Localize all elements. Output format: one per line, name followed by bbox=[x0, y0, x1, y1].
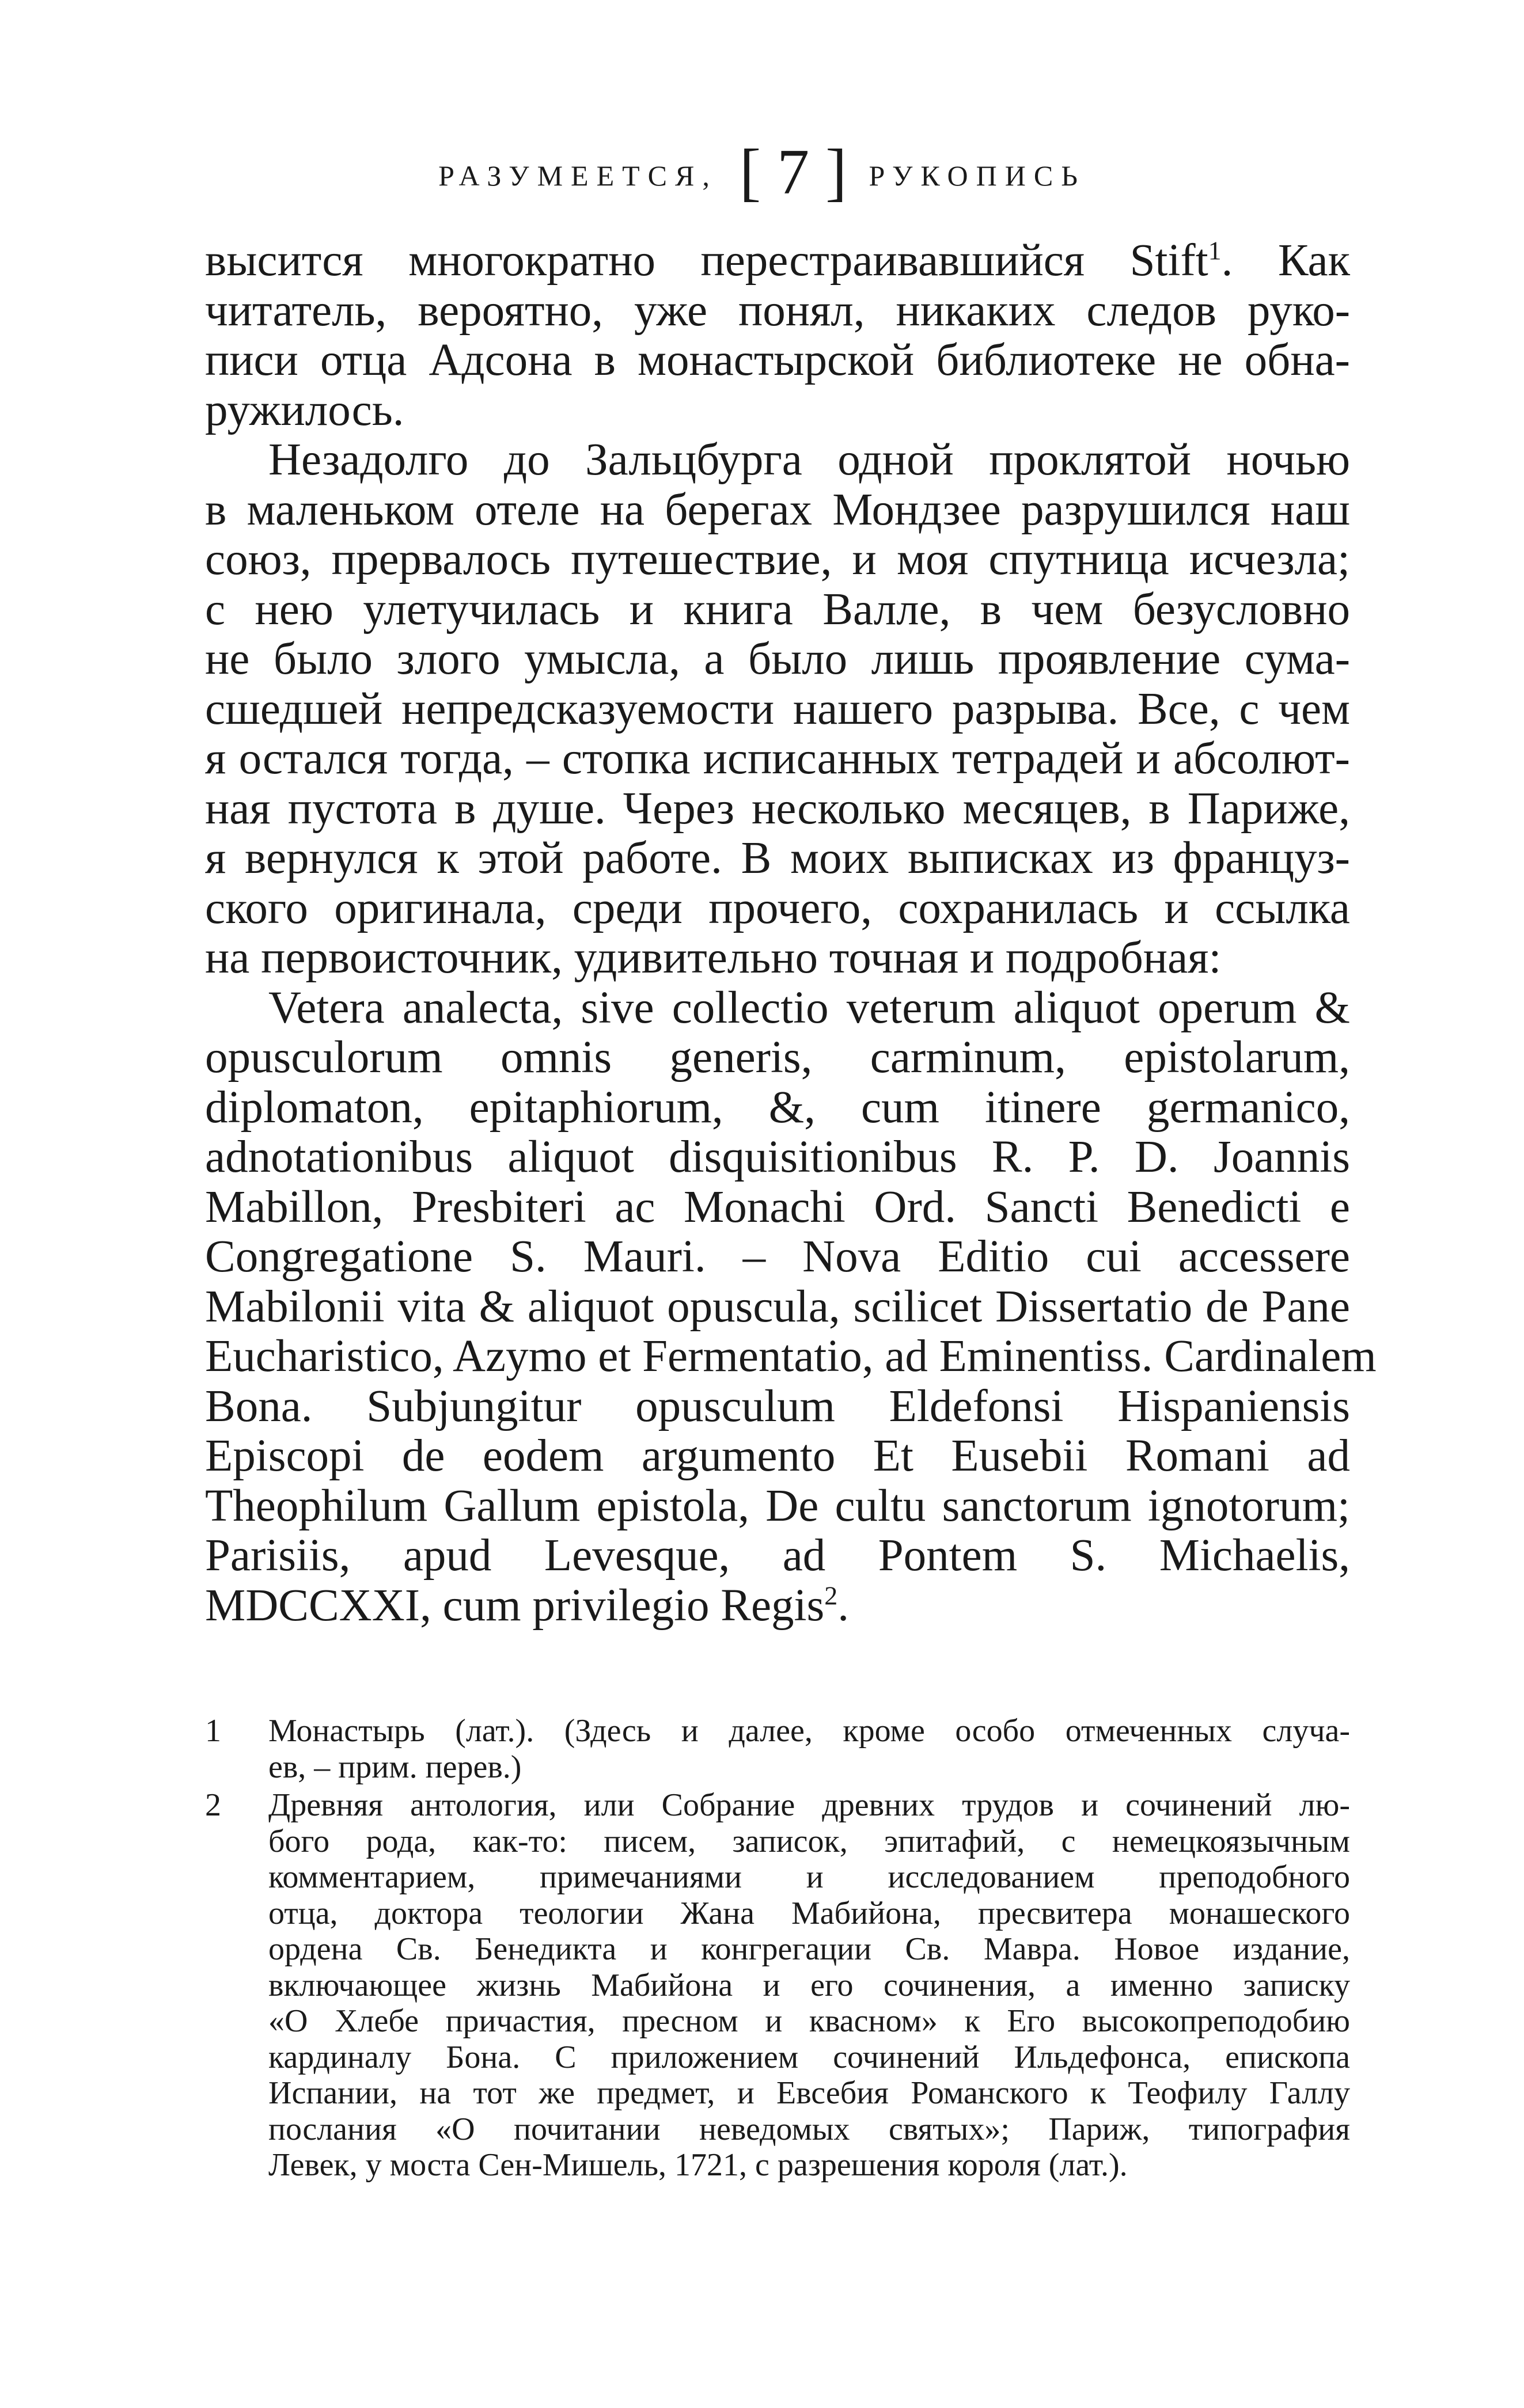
text-line: с нею улетучилась и книга Валле, в чем безусловно bbox=[205, 584, 1350, 635]
text-line: союз, прервалось путешествие, и моя спутница исчезла; bbox=[205, 534, 1350, 584]
text-line: ев, – прим. перев.) bbox=[268, 1749, 522, 1785]
text-line: в маленьком отеле на берегах Мондзее разрушился наш bbox=[205, 484, 1350, 535]
running-head-left: РАЗУМЕЕТСЯ, bbox=[438, 159, 718, 192]
text-line: «О Хлебе причастия, пресном и квасном» к Его высокопреподобию bbox=[268, 2003, 1350, 2039]
text-line: Vetera analecta, sive collectio veterum aliquot operum & bbox=[268, 982, 1350, 1033]
footnote-1 bbox=[205, 1713, 1350, 1785]
text-line: сшедшей непредсказуемости нашего разрыва. Все, с чем bbox=[205, 683, 1350, 734]
footnotes bbox=[205, 1713, 1350, 2186]
footnote-text bbox=[268, 1713, 1350, 1785]
text-line: читатель, вероятно, уже понял, никаких следов руко- bbox=[205, 285, 1350, 336]
text-line: комментарием, примечаниями и исследованием преподобного bbox=[268, 1859, 1350, 1895]
text-line: Bona. Subjungitur opusculum Eldefonsi Hispaniensis bbox=[205, 1381, 1350, 1431]
text-line: Левек, у моста Сен-Мишель, 1721, с разрешения короля (лат.). bbox=[268, 2147, 1128, 2183]
text-line: Древняя антология, или Собрание древних трудов и сочинений лю- bbox=[268, 1787, 1350, 1823]
text-line: diplomaton, epitaphiorum, &, cum itinere germanico, bbox=[205, 1082, 1350, 1133]
text-line: послания «О почитании неведомых святых»; Париж, типография bbox=[268, 2111, 1350, 2147]
footnote-number: 1 bbox=[205, 1713, 221, 1749]
text-line: высится многократно перестраивавшийся Stift$^1$. Как bbox=[205, 236, 1350, 286]
paragraph-3-citation bbox=[205, 982, 1377, 1631]
footnote-number: 2 bbox=[205, 1787, 221, 1823]
paragraph-1 bbox=[205, 236, 1350, 435]
footnote-ref-1[interactable]: 1 bbox=[1208, 236, 1222, 265]
footnote-text bbox=[268, 1787, 1350, 2183]
text-line: MDCCXXI, cum privilegio Regis$^2$. bbox=[205, 1580, 849, 1631]
text-line: бого рода, как-то: писем, записок, эпитафий, с немецкоязычным bbox=[268, 1823, 1350, 1859]
text-line: писи отца Адсона в монастырской библиотеке не обна- bbox=[205, 335, 1350, 385]
footnote-2 bbox=[205, 1787, 1350, 2183]
text-line: opusculorum omnis generis, carminum, epistolarum, bbox=[205, 1032, 1350, 1083]
text-line: Незадолго до Зальцбурга одной проклятой ночью bbox=[268, 435, 1350, 485]
text-line: на первоисточник, удивительно точная и подробная: bbox=[205, 933, 1222, 983]
text-line: Eucharistico, Azymo et Fermentatio, ad Eminentiss. Cardinalem bbox=[205, 1331, 1377, 1381]
text-line: включающее жизнь Мабийона и его сочинения, а именно записку bbox=[268, 1967, 1350, 2003]
text-line: adnotationibus aliquot disquisitionibus R. P. D. Joannis bbox=[205, 1132, 1350, 1182]
page-number: [ 7 ] bbox=[739, 136, 847, 208]
text-line: Theophilum Gallum epistola, De cultu sanctorum ignotorum; bbox=[205, 1480, 1350, 1531]
text-line: ружилось. bbox=[205, 385, 404, 435]
text-line: Parisiis, apud Levesque, ad Pontem S. Michaelis, bbox=[205, 1530, 1350, 1581]
text-line: я остался тогда, – стопка исписанных тетрадей и абсолют- bbox=[205, 734, 1350, 784]
text-line: Mabilonii vita & aliquot opuscula, scilicet Dissertatio de Pane bbox=[205, 1281, 1350, 1332]
running-head-right: РУКОПИСЬ bbox=[869, 159, 1086, 192]
paragraph-2 bbox=[205, 435, 1350, 983]
main-text bbox=[205, 236, 1377, 1631]
text-line: Episcopi de eodem argumento Et Eusebii Romani ad bbox=[205, 1431, 1350, 1481]
text-line: ского оригинала, среди прочего, сохранилась и ссылка bbox=[205, 883, 1350, 933]
text-line: ная пустота в душе. Через несколько месяцев, в Париже, bbox=[205, 783, 1350, 834]
footnote-ref-2[interactable]: 2 bbox=[824, 1581, 838, 1611]
text-line: Испании, на тот же предмет, и Евсебия Романского к Теофилу Галлу bbox=[268, 2075, 1350, 2111]
running-head bbox=[0, 138, 1524, 213]
text-line: ордена Св. Бенедикта и конгрегации Св. Мавра. Новое издание, bbox=[268, 1931, 1350, 1967]
text-line: кардиналу Бона. С приложением сочинений Ильдефонса, епископа bbox=[268, 2039, 1350, 2075]
text-line: не было злого умысла, а было лишь проявление сума- bbox=[205, 634, 1350, 684]
text-line: отца, доктора теологии Жана Мабийона, пресвитера монашеского bbox=[268, 1895, 1350, 1931]
text-line: Mabillon, Presbiteri ac Monachi Ord. Sancti Benedicti e bbox=[205, 1182, 1350, 1232]
text-line: Congregatione S. Mauri. – Nova Editio cui accessere bbox=[205, 1232, 1350, 1282]
text-line: Монастырь (лат.). (Здесь и далее, кроме особо отмеченных случа- bbox=[268, 1713, 1350, 1749]
text-line: я вернулся к этой работе. В моих выписках из француз- bbox=[205, 833, 1350, 883]
